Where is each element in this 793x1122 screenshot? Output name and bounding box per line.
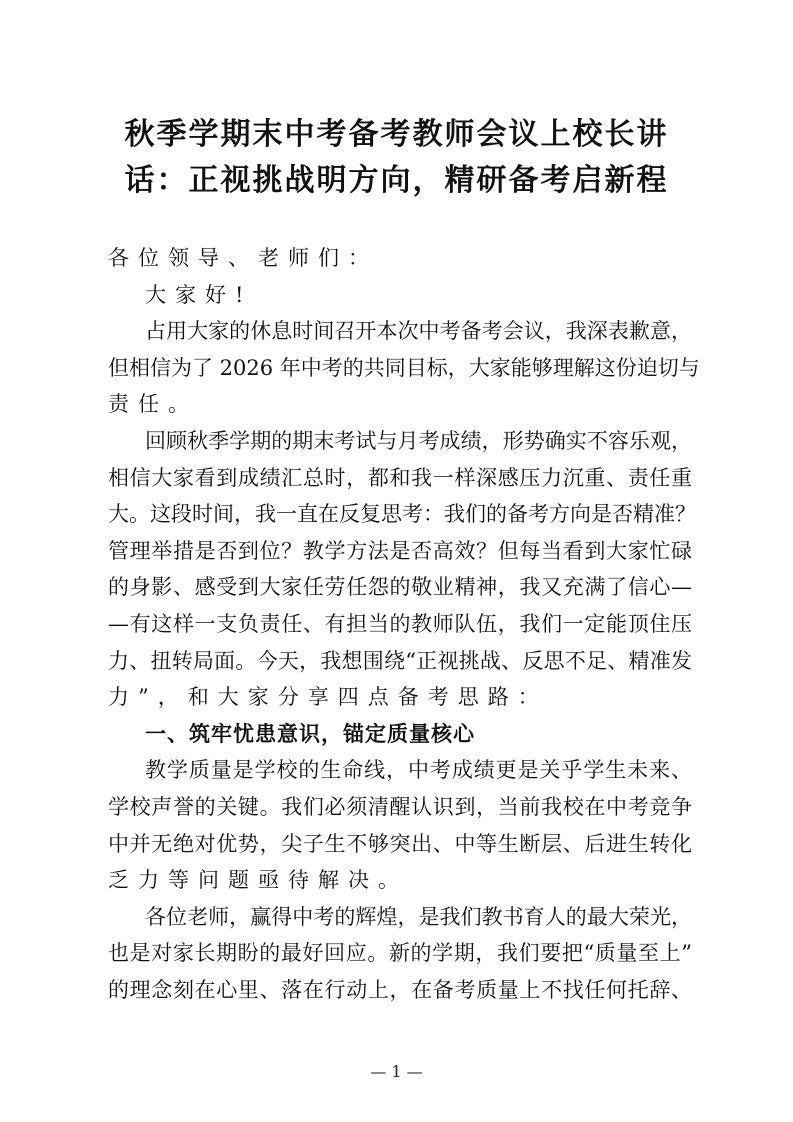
paragraph-line: —有这样一支负责任、有担当的教师队伍，我们一定能顶住压 [108, 611, 692, 636]
paragraph-line: 的身影、感受到大家任劳任怨的敬业精神，我又充满了信心— [108, 575, 692, 600]
paragraph-line: 但相信为了 2026 年中考的共同目标，大家能够理解这份迫切与 [108, 355, 700, 380]
paragraph-line: 回顾秋季学期的期末考试与月考成绩，形势确实不容乐观， [145, 428, 692, 453]
document-body [108, 240, 700, 1008]
section-heading: 一、筑牢忧患意识，锚定质量核心 [145, 721, 475, 746]
greeting: 大家好! [145, 282, 253, 307]
paragraph-line: 中并无绝对优势，尖子生不够突出、中等生断层、后进生转化 [108, 831, 692, 856]
salutation: 各位领导、老师们： [108, 246, 378, 270]
paragraph-line: 的理念刻在心里、落在行动上，在备考质量上不找任何托辞、 [108, 977, 692, 1002]
paragraph-line: 相信大家看到成绩汇总时，都和我一样深感压力沉重、责任重 [108, 465, 692, 490]
paragraph-line: 责任。 [108, 392, 198, 417]
document-title [100, 112, 693, 204]
paragraph-line: 学校声誉的关键。我们必须清醒认识到，当前我校在中考竞争 [108, 794, 692, 819]
paragraph-line: 力、扭转局面。今天，我想围绕“正视挑战、反思不足、精准发 [108, 648, 692, 673]
page-number: — 1 — [370, 1062, 423, 1081]
paragraph-line: 乏力等问题亟待解决。 [108, 868, 408, 893]
paragraph-line: 也是对家长期盼的最好回应。新的学期，我们要把“质量至上” [108, 941, 692, 966]
paragraph-line: 力”，和大家分享四点备考思路： [108, 685, 548, 710]
paragraph-line: 占用大家的休息时间召开本次中考备考会议，我深表歉意， [145, 319, 692, 344]
title-line: 话：正视挑战明方向，精研备考启新程 [124, 163, 669, 198]
paragraph-line: 管理举措是否到位？教学方法是否高效？但每当看到大家忙碌 [108, 538, 692, 563]
paragraph-line: 大。这段时间，我一直在反复思考：我们的备考方向是否精准？ [108, 502, 696, 527]
paragraph-line: 各位老师，赢得中考的辉煌，是我们教书育人的最大荣光， [145, 904, 692, 929]
paragraph-line: 教学质量是学校的生命线，中考成绩更是关乎学生未来、 [145, 758, 692, 783]
title-line: 秋季学期末中考备考教师会议上校长讲 [124, 117, 669, 152]
